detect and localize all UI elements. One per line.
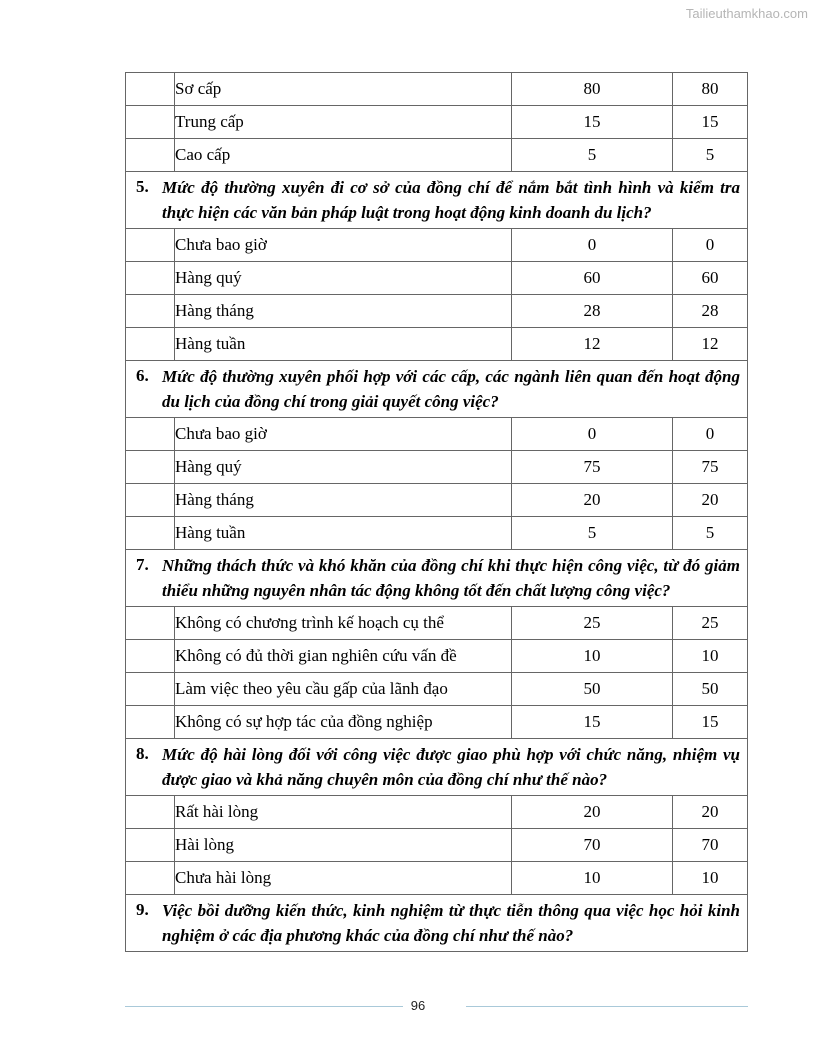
answer-label: Hàng tháng (175, 295, 512, 328)
answer-value-1: 0 (512, 229, 673, 262)
answer-value-2: 15 (673, 706, 748, 739)
answer-row (126, 607, 748, 640)
answer-value-2: 28 (673, 295, 748, 328)
indent-cell (126, 229, 175, 262)
answer-label: Chưa bao giờ (175, 418, 512, 451)
answer-label: Không có đủ thời gian nghiên cứu vấn đề (175, 640, 512, 673)
question-text: Việc bồi dưỡng kiến thức, kinh nghiệm từ thực tiễn thông qua việc học hỏi kinh nghiệm ở các địa phương khác của đồng chí như thế nào? (162, 901, 740, 945)
indent-cell (126, 796, 175, 829)
question-text: Mức độ thường xuyên đi cơ sở của đồng chí để nắm bắt tình hình và kiểm tra thực hiện các văn bản pháp luật trong hoạt động kinh doanh du lịch? (162, 178, 740, 222)
answer-value-2: 5 (673, 139, 748, 172)
answer-value-2: 0 (673, 418, 748, 451)
answer-row (126, 484, 748, 517)
answer-value-2: 15 (673, 106, 748, 139)
footer-rule-left (125, 1006, 403, 1007)
page-number: 96 (410, 998, 426, 1013)
indent-cell (126, 418, 175, 451)
question-number: 7. (136, 555, 149, 574)
question-number: 8. (136, 744, 149, 763)
answer-value-2: 20 (673, 796, 748, 829)
answer-value-1: 60 (512, 262, 673, 295)
indent-cell (126, 262, 175, 295)
answer-value-2: 25 (673, 607, 748, 640)
survey-table-body (126, 73, 748, 952)
indent-cell (126, 829, 175, 862)
answer-row (126, 328, 748, 361)
answer-value-1: 70 (512, 829, 673, 862)
answer-row (126, 262, 748, 295)
survey-table (125, 72, 748, 952)
answer-value-2: 10 (673, 640, 748, 673)
footer-rule-right (466, 1006, 748, 1007)
question-row (126, 739, 748, 796)
answer-value-1: 12 (512, 328, 673, 361)
indent-cell (126, 517, 175, 550)
answer-label: Hài lòng (175, 829, 512, 862)
answer-label: Cao cấp (175, 139, 512, 172)
indent-cell (126, 640, 175, 673)
answer-row (126, 673, 748, 706)
indent-cell (126, 106, 175, 139)
answer-label: Rất hài lòng (175, 796, 512, 829)
answer-value-2: 50 (673, 673, 748, 706)
watermark: Tailieuthamkhao.com (685, 6, 808, 21)
answer-label: Sơ cấp (175, 73, 512, 106)
answer-value-1: 50 (512, 673, 673, 706)
question-text: Mức độ thường xuyên phối hợp với các cấp, các ngành liên quan đến hoạt động du lịch của đồng chí trong giải quyết công việc? (162, 367, 740, 411)
indent-cell (126, 607, 175, 640)
answer-value-2: 10 (673, 862, 748, 895)
answer-value-2: 5 (673, 517, 748, 550)
answer-row (126, 295, 748, 328)
answer-value-2: 12 (673, 328, 748, 361)
answer-label: Hàng quý (175, 451, 512, 484)
answer-label: Không có sự hợp tác của đồng nghiệp (175, 706, 512, 739)
answer-value-1: 5 (512, 139, 673, 172)
answer-label: Hàng tuần (175, 328, 512, 361)
answer-value-1: 28 (512, 295, 673, 328)
question-row (126, 550, 748, 607)
answer-value-1: 15 (512, 706, 673, 739)
answer-value-1: 80 (512, 73, 673, 106)
answer-label: Trung cấp (175, 106, 512, 139)
question-cell (126, 739, 748, 796)
answer-value-2: 60 (673, 262, 748, 295)
answer-row (126, 829, 748, 862)
answer-row (126, 451, 748, 484)
answer-row (126, 517, 748, 550)
answer-label: Hàng tuần (175, 517, 512, 550)
answer-label: Hàng tháng (175, 484, 512, 517)
indent-cell (126, 139, 175, 172)
question-cell (126, 172, 748, 229)
answer-value-1: 10 (512, 862, 673, 895)
question-row (126, 895, 748, 952)
question-cell (126, 550, 748, 607)
answer-label: Hàng quý (175, 262, 512, 295)
answer-value-1: 20 (512, 796, 673, 829)
answer-value-1: 0 (512, 418, 673, 451)
answer-value-1: 15 (512, 106, 673, 139)
question-row (126, 172, 748, 229)
question-text: Những thách thức và khó khăn của đồng chí khi thực hiện công việc, từ đó giảm thiểu những nguyên nhân tác động không tốt đến chất lượng công việc? (162, 556, 740, 600)
answer-label: Chưa hài lòng (175, 862, 512, 895)
answer-value-1: 75 (512, 451, 673, 484)
answer-value-2: 80 (673, 73, 748, 106)
answer-label: Không có chương trình kế hoạch cụ thể (175, 607, 512, 640)
question-cell (126, 361, 748, 418)
answer-row (126, 640, 748, 673)
answer-value-2: 70 (673, 829, 748, 862)
answer-value-2: 0 (673, 229, 748, 262)
indent-cell (126, 484, 175, 517)
indent-cell (126, 706, 175, 739)
answer-value-2: 75 (673, 451, 748, 484)
answer-row (126, 73, 748, 106)
indent-cell (126, 862, 175, 895)
indent-cell (126, 73, 175, 106)
question-row (126, 361, 748, 418)
answer-row (126, 418, 748, 451)
indent-cell (126, 673, 175, 706)
answer-row (126, 796, 748, 829)
answer-value-1: 5 (512, 517, 673, 550)
answer-row (126, 706, 748, 739)
answer-label: Chưa bao giờ (175, 229, 512, 262)
answer-label: Làm việc theo yêu cầu gấp của lãnh đạo (175, 673, 512, 706)
question-number: 9. (136, 900, 149, 919)
question-number: 5. (136, 177, 149, 196)
answer-row (126, 862, 748, 895)
answer-row (126, 229, 748, 262)
answer-value-1: 10 (512, 640, 673, 673)
indent-cell (126, 295, 175, 328)
indent-cell (126, 328, 175, 361)
answer-value-1: 25 (512, 607, 673, 640)
indent-cell (126, 451, 175, 484)
question-number: 6. (136, 366, 149, 385)
answer-row (126, 139, 748, 172)
answer-value-1: 20 (512, 484, 673, 517)
answer-value-2: 20 (673, 484, 748, 517)
question-text: Mức độ hài lòng đối với công việc được giao phù hợp với chức năng, nhiệm vụ được giao và khả năng chuyên môn của đồng chí như thế nào? (162, 745, 740, 789)
answer-row (126, 106, 748, 139)
question-cell (126, 895, 748, 952)
